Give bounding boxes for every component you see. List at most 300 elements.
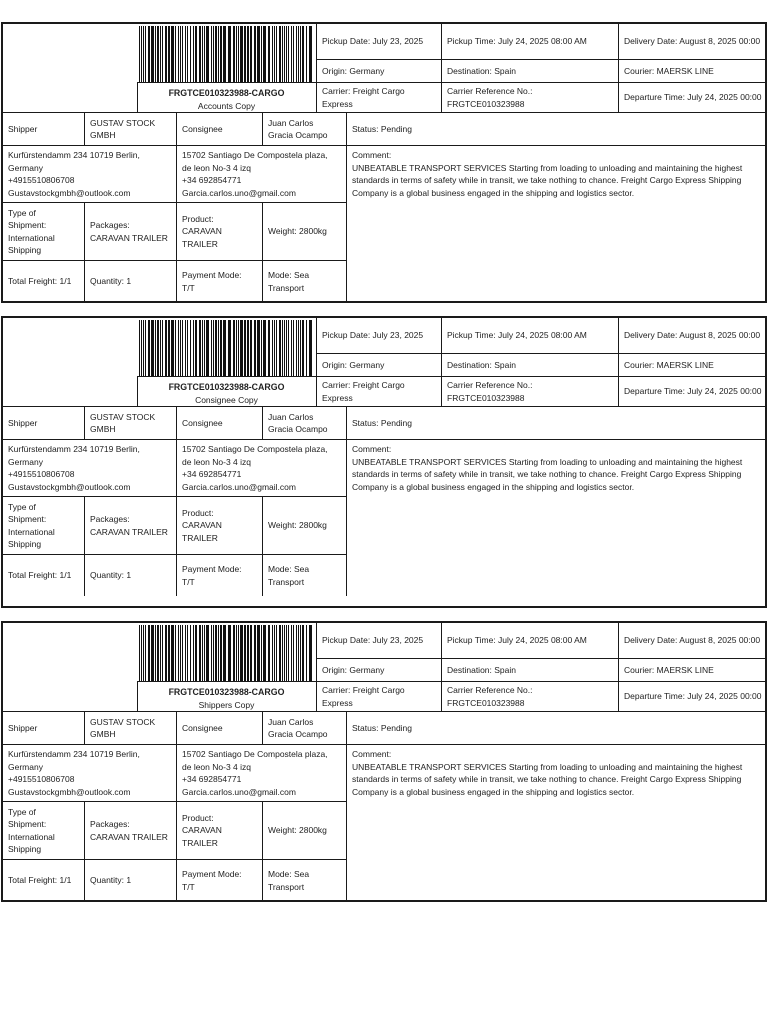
- barcode-bar: [284, 26, 285, 82]
- barcode-bar: [282, 26, 283, 82]
- barcode-bar: [293, 625, 294, 681]
- barcode-bar: [279, 320, 281, 376]
- barcode-bar: [215, 320, 217, 376]
- barcode-bar: [155, 625, 156, 681]
- type-line-4: Shipping: [8, 539, 42, 549]
- barcode-bar: [272, 625, 273, 681]
- transport-mode-line-1: Mode: Sea: [268, 270, 310, 280]
- barcode-bar: [268, 320, 270, 376]
- barcode-bar: [261, 625, 262, 681]
- barcode-bar: [293, 26, 294, 82]
- payment-mode-cell: [176, 859, 262, 901]
- departure-time-cell: [618, 681, 767, 711]
- barcode-bar: [302, 26, 304, 82]
- barcode-bar: [187, 320, 188, 376]
- barcode-bar: [247, 320, 249, 376]
- shipper-label-cell: [3, 711, 84, 744]
- pickup-date-cell: [316, 623, 441, 658]
- barcode-bar: [293, 320, 294, 376]
- barcode-bar: [238, 26, 239, 82]
- shipper-label-cell: [3, 406, 84, 439]
- waybill-shippers-copy: [1, 621, 767, 902]
- barcode-bar: [143, 26, 144, 82]
- shipper-address-line: Kurfürstendamm 234 10719 Berlin,: [8, 150, 140, 160]
- type-of-shipment-cell: [3, 496, 84, 554]
- origin-cell: [316, 353, 441, 376]
- barcode-bar: [148, 625, 150, 681]
- payment-mode-cell: [176, 554, 262, 596]
- status-cell: [346, 406, 767, 439]
- shipper-name-line-2: GMBH: [90, 130, 116, 140]
- origin-cell: [316, 658, 441, 681]
- consignee-address-line-2: de leon No-3 4 izq: [182, 162, 251, 173]
- barcode-bar: [247, 625, 249, 681]
- barcode-bar: [187, 26, 188, 82]
- barcode-bar: [160, 625, 161, 681]
- barcode-bar: [286, 26, 287, 82]
- weight: Weight: 2800kg: [268, 226, 327, 237]
- consignee-name-line-2: Gracia Ocampo: [268, 729, 328, 739]
- barcode-bar: [193, 625, 194, 681]
- barcode-bar: [296, 625, 297, 681]
- waybill-code: FRGTCE010323988-CARGO: [168, 687, 285, 697]
- shipper-country: Germany: [8, 456, 43, 467]
- barcode-bar: [286, 320, 287, 376]
- comment-label: Comment:: [352, 444, 392, 454]
- transport-mode-line-2: Transport: [268, 282, 305, 293]
- delivery-date-cell: [618, 623, 767, 658]
- barcode-bar: [190, 26, 191, 82]
- barcode-bar: [254, 320, 256, 376]
- delivery-date: Delivery Date: August 8, 2025 00:00: [624, 36, 761, 47]
- product-cell: [176, 202, 262, 260]
- shipper-address-line: Kurfürstendamm 234 10719 Berlin,: [8, 444, 140, 454]
- destination: Destination: Spain: [447, 359, 516, 370]
- consignee-phone: +34 692854771: [182, 175, 242, 185]
- carrier-reference-cell: [441, 681, 618, 711]
- comment-label: Comment:: [352, 749, 392, 759]
- barcode-bar: [274, 26, 275, 82]
- barcode-bar: [215, 625, 217, 681]
- consignee-address-cell: [176, 145, 346, 202]
- barcode-bar: [199, 26, 201, 82]
- barcode-bar: [206, 625, 209, 681]
- consignee-address-line-1: 15702 Santiago De Compostela plaza,: [182, 444, 328, 454]
- barcode-bar: [306, 26, 307, 82]
- barcode-bar: [211, 26, 212, 82]
- transport-mode-line-2: Transport: [268, 576, 305, 587]
- barcode-bar: [145, 26, 146, 82]
- total-freight-cell: [3, 554, 84, 596]
- delivery-date: Delivery Date: August 8, 2025 00:00: [624, 330, 761, 341]
- barcode-area: [3, 24, 316, 112]
- shipper-label: Shipper: [8, 722, 38, 733]
- consignee-label-cell: [176, 112, 262, 145]
- barcode-bar: [291, 26, 292, 82]
- consignee-name-cell: [262, 112, 346, 145]
- transport-mode-line-1: Mode: Sea: [268, 564, 310, 574]
- packages-label: Packages:: [90, 514, 130, 524]
- carrier-line-2: Express: [322, 392, 353, 403]
- waybill-consignee-copy: [1, 316, 767, 608]
- type-of-shipment-cell: [3, 801, 84, 859]
- origin: Origin: Germany: [322, 65, 385, 76]
- barcode-bar: [261, 320, 262, 376]
- consignee-address-line-2: de leon No-3 4 izq: [182, 456, 251, 467]
- consignee-email: Garcia.carlos.uno@gmail.com: [182, 481, 296, 492]
- quantity-cell: [84, 554, 176, 596]
- barcode-bar: [157, 26, 159, 82]
- barcode-bar: [254, 26, 256, 82]
- barcode-bar: [182, 320, 183, 376]
- comment-text: UNBEATABLE TRANSPORT SERVICES Starting from loading to unloading and maintaining the highest standards in terms of safety while in transit, we take nothing to chance. Freight Cargo Express Shipping Company is a global business engaged in the shipping and logistics sector.: [352, 456, 743, 492]
- barcode-bar: [139, 320, 140, 376]
- barcode-bar: [141, 625, 142, 681]
- barcode-bar: [263, 320, 266, 376]
- barcode-bar: [296, 26, 297, 82]
- barcode-bar: [236, 625, 237, 681]
- barcode-bar: [175, 26, 176, 82]
- carrier-line-2: Express: [322, 697, 353, 708]
- barcode-graphic: [139, 625, 314, 681]
- barcode-bar: [193, 320, 194, 376]
- barcode-bar: [223, 26, 226, 82]
- barcode-bar: [276, 625, 277, 681]
- barcode-bar: [228, 320, 231, 376]
- packages-cell: [84, 202, 176, 260]
- shipper-name-line-2: GMBH: [90, 424, 116, 434]
- departure-time: Departure Time: July 24, 2025 00:00: [624, 691, 762, 702]
- courier: Courier: MAERSK LINE: [624, 65, 714, 76]
- payment-mode-label: Payment Mode:: [182, 564, 242, 574]
- barcode-bar: [223, 320, 226, 376]
- product-label: Product:: [182, 507, 214, 518]
- destination-cell: [441, 59, 618, 82]
- departure-time: Departure Time: July 24, 2025 00:00: [624, 386, 762, 397]
- comment-cell: [346, 744, 767, 901]
- transport-mode-cell: [262, 859, 346, 901]
- shipper-email: Gustavstockgmbh@outlook.com: [8, 481, 131, 492]
- total-freight-cell: [3, 260, 84, 302]
- shipper-address-cell: [3, 744, 176, 801]
- pickup-date-cell: [316, 24, 441, 59]
- barcode-bar: [244, 320, 246, 376]
- barcode-bar: [240, 625, 243, 681]
- shipper-name-cell: [84, 406, 176, 439]
- pickup-time: Pickup Time: July 24, 2025 08:00 AM: [447, 330, 587, 341]
- origin: Origin: Germany: [322, 359, 385, 370]
- delivery-date: Delivery Date: August 8, 2025 00:00: [624, 635, 761, 646]
- carrier-reference-cell: [441, 376, 618, 406]
- barcode-bar: [195, 26, 197, 82]
- type-line-1: Type of: [8, 501, 36, 512]
- payment-mode-label: Payment Mode:: [182, 270, 242, 280]
- shipper-name-line-1: GUSTAV STOCK: [90, 716, 156, 727]
- barcode-bar: [233, 320, 235, 376]
- product-value-1: CARAVAN: [182, 520, 222, 531]
- barcode-bar: [148, 320, 150, 376]
- comment-cell: [346, 145, 767, 302]
- destination-cell: [441, 658, 618, 681]
- barcode-bar: [157, 320, 159, 376]
- consignee-name-line-2: Gracia Ocampo: [268, 130, 328, 140]
- barcode-bar: [272, 320, 273, 376]
- status-text: Status: Pending: [352, 417, 413, 428]
- carrier-line-1: Carrier: Freight Cargo: [322, 86, 405, 96]
- barcode-bar: [263, 26, 266, 82]
- barcode-bar: [185, 625, 186, 681]
- payment-mode-label: Payment Mode:: [182, 869, 242, 879]
- barcode-bar: [185, 320, 186, 376]
- comment-label: Comment:: [352, 150, 392, 160]
- barcode-bar: [296, 320, 297, 376]
- pickup-time: Pickup Time: July 24, 2025 08:00 AM: [447, 635, 587, 646]
- barcode-bar: [309, 320, 312, 376]
- barcode-bar: [185, 26, 186, 82]
- barcode-bar: [240, 320, 243, 376]
- barcode-bar: [247, 26, 249, 82]
- barcode-bar: [162, 320, 163, 376]
- shipper-label: Shipper: [8, 123, 38, 134]
- type-line-4: Shipping: [8, 844, 42, 854]
- barcode-bar: [171, 625, 174, 681]
- weight-cell: [262, 202, 346, 260]
- product-label: Product:: [182, 812, 214, 823]
- type-line-3: International: [8, 831, 55, 842]
- shipper-address-cell: [3, 145, 176, 202]
- carrier-line-2: Express: [322, 98, 353, 109]
- copy-label: Shippers Copy: [198, 700, 255, 710]
- barcode-area: [3, 318, 316, 406]
- barcode-bar: [155, 320, 156, 376]
- barcode-bar: [178, 26, 179, 82]
- carrier-line-1: Carrier: Freight Cargo: [322, 380, 405, 390]
- barcode-bar: [261, 26, 262, 82]
- consignee-name-line-1: Juan Carlos: [268, 117, 314, 128]
- type-line-1: Type of: [8, 806, 36, 817]
- product-value-2: TRAILER: [182, 238, 218, 249]
- shipper-name-line-2: GMBH: [90, 729, 116, 739]
- courier: Courier: MAERSK LINE: [624, 664, 714, 675]
- consignee-name-cell: [262, 406, 346, 439]
- barcode-bar: [204, 625, 205, 681]
- barcode-bar: [182, 26, 183, 82]
- barcode-bar: [274, 625, 275, 681]
- consignee-address-line-1: 15702 Santiago De Compostela plaza,: [182, 749, 328, 759]
- barcode-bar: [199, 625, 201, 681]
- barcode-bar: [244, 26, 246, 82]
- status-cell: [346, 112, 767, 145]
- barcode-bar: [284, 320, 285, 376]
- barcode-bar: [236, 26, 237, 82]
- barcode-bar: [180, 625, 181, 681]
- consignee-address-cell: [176, 744, 346, 801]
- barcode-bar: [168, 26, 170, 82]
- barcode-bar: [291, 320, 292, 376]
- barcode-bar: [211, 625, 212, 681]
- shipper-name-line-1: GUSTAV STOCK: [90, 117, 156, 128]
- total-freight: Total Freight: 1/1: [8, 875, 72, 886]
- barcode-bar: [223, 625, 226, 681]
- barcode-bar: [141, 26, 142, 82]
- courier-cell: [618, 353, 767, 376]
- total-freight-cell: [3, 859, 84, 901]
- packages-label: Packages:: [90, 220, 130, 230]
- transport-mode-cell: [262, 554, 346, 596]
- barcode-bar: [195, 625, 197, 681]
- barcode-bar: [250, 320, 252, 376]
- carrier-reference-cell: [441, 82, 618, 112]
- status-text: Status: Pending: [352, 123, 413, 134]
- barcode-bar: [300, 320, 301, 376]
- barcode-bar: [202, 625, 203, 681]
- barcode-bar: [284, 625, 285, 681]
- barcode-bar: [236, 320, 237, 376]
- copy-label: Consignee Copy: [195, 395, 258, 405]
- type-line-3: International: [8, 232, 55, 243]
- type-of-shipment-cell: [3, 202, 84, 260]
- status-text: Status: Pending: [352, 722, 413, 733]
- consignee-address-cell: [176, 439, 346, 496]
- barcode-bar: [268, 26, 270, 82]
- pickup-date: Pickup Date: July 23, 2025: [322, 635, 424, 646]
- quantity: Quantity: 1: [90, 875, 132, 886]
- barcode-bar: [274, 320, 275, 376]
- barcode-bar: [276, 320, 277, 376]
- carrier-reference-value: FRGTCE010323988: [447, 697, 525, 708]
- barcode-bar: [291, 625, 292, 681]
- barcode-bar: [254, 625, 256, 681]
- barcode-bar: [145, 625, 146, 681]
- barcode-bar: [148, 26, 150, 82]
- barcode-bar: [143, 625, 144, 681]
- barcode-bar: [139, 625, 140, 681]
- shipper-country: Germany: [8, 761, 43, 772]
- barcode-bar: [279, 26, 281, 82]
- delivery-date-cell: [618, 24, 767, 59]
- barcode-bar: [238, 625, 239, 681]
- packages-value: CARAVAN TRAILER: [90, 232, 168, 243]
- consignee-name-line-1: Juan Carlos: [268, 716, 314, 727]
- comment-text: UNBEATABLE TRANSPORT SERVICES Starting from loading to unloading and maintaining the highest standards in terms of safety while in transit, we take nothing to chance. Freight Cargo Express Shipping Company is a global business engaged in the shipping and logistics sector.: [352, 761, 743, 797]
- shipper-address-line: Kurfürstendamm 234 10719 Berlin,: [8, 749, 140, 759]
- barcode-bar: [168, 625, 170, 681]
- carrier-reference-value: FRGTCE010323988: [447, 98, 525, 109]
- barcode-bar: [160, 320, 161, 376]
- shipper-address-cell: [3, 439, 176, 496]
- barcode-bar: [298, 26, 299, 82]
- shipper-email: Gustavstockgmbh@outlook.com: [8, 187, 131, 198]
- barcode-bar: [244, 625, 246, 681]
- consignee-name-line-1: Juan Carlos: [268, 411, 314, 422]
- barcode-bar: [257, 320, 260, 376]
- type-line-2: Shipment:: [8, 819, 47, 829]
- barcode-bar: [160, 26, 161, 82]
- barcode-bar: [204, 26, 205, 82]
- consignee-name-line-2: Gracia Ocampo: [268, 424, 328, 434]
- quantity-cell: [84, 859, 176, 901]
- type-line-4: Shipping: [8, 245, 42, 255]
- quantity: Quantity: 1: [90, 570, 132, 581]
- destination-cell: [441, 353, 618, 376]
- packages-cell: [84, 496, 176, 554]
- barcode-bar: [180, 26, 181, 82]
- barcode-bar: [300, 26, 301, 82]
- barcode-bar: [213, 625, 214, 681]
- barcode-bar: [193, 26, 194, 82]
- barcode-bar: [151, 625, 154, 681]
- barcode-bar: [302, 320, 304, 376]
- barcode-bar: [178, 320, 179, 376]
- barcode-bar: [175, 625, 176, 681]
- consignee-email: Garcia.carlos.uno@gmail.com: [182, 786, 296, 797]
- shipper-name-line-1: GUSTAV STOCK: [90, 411, 156, 422]
- barcode-bar: [272, 26, 273, 82]
- total-freight: Total Freight: 1/1: [8, 570, 72, 581]
- pickup-time: Pickup Time: July 24, 2025 08:00 AM: [447, 36, 587, 47]
- weight: Weight: 2800kg: [268, 825, 327, 836]
- barcode-bar: [171, 320, 174, 376]
- waybill-code: FRGTCE010323988-CARGO: [168, 88, 285, 98]
- barcode-bar: [215, 26, 217, 82]
- barcode-bar: [279, 625, 281, 681]
- barcode-bar: [309, 26, 312, 82]
- weight-cell: [262, 496, 346, 554]
- barcode-bar: [250, 26, 252, 82]
- carrier-cell: [316, 82, 441, 112]
- barcode-bar: [233, 26, 235, 82]
- consignee-phone: +34 692854771: [182, 469, 242, 479]
- pickup-time-cell: [441, 24, 618, 59]
- packages-cell: [84, 801, 176, 859]
- barcode-area: [3, 623, 316, 711]
- transport-mode-cell: [262, 260, 346, 302]
- barcode-bar: [276, 26, 277, 82]
- shipper-phone: +4915510806708: [8, 469, 75, 479]
- barcode-bar: [204, 320, 205, 376]
- origin-cell: [316, 59, 441, 82]
- barcode-bar: [288, 26, 289, 82]
- transport-mode-line-1: Mode: Sea: [268, 869, 310, 879]
- barcode-bar: [218, 320, 219, 376]
- carrier-reference-label: Carrier Reference No.:: [447, 86, 533, 96]
- type-line-3: International: [8, 526, 55, 537]
- departure-time-cell: [618, 82, 767, 112]
- barcode-bar: [218, 26, 219, 82]
- quantity: Quantity: 1: [90, 276, 132, 287]
- product-label: Product:: [182, 213, 214, 224]
- barcode-bar: [306, 320, 307, 376]
- waybill-accounts-copy: [1, 22, 767, 303]
- shipper-name-cell: [84, 711, 176, 744]
- barcode-bar: [286, 625, 287, 681]
- barcode-graphic: [139, 320, 314, 376]
- destination: Destination: Spain: [447, 65, 516, 76]
- pickup-time-cell: [441, 623, 618, 658]
- barcode-bar: [257, 625, 260, 681]
- barcode-bar: [240, 26, 243, 82]
- weight: Weight: 2800kg: [268, 520, 327, 531]
- packages-label: Packages:: [90, 819, 130, 829]
- barcode-bar: [175, 320, 176, 376]
- barcode-bar: [157, 625, 159, 681]
- barcode-bar: [195, 320, 197, 376]
- barcode-bar: [211, 320, 212, 376]
- carrier-cell: [316, 376, 441, 406]
- barcode-bar: [213, 26, 214, 82]
- payment-mode-cell: [176, 260, 262, 302]
- barcode-bar: [306, 625, 307, 681]
